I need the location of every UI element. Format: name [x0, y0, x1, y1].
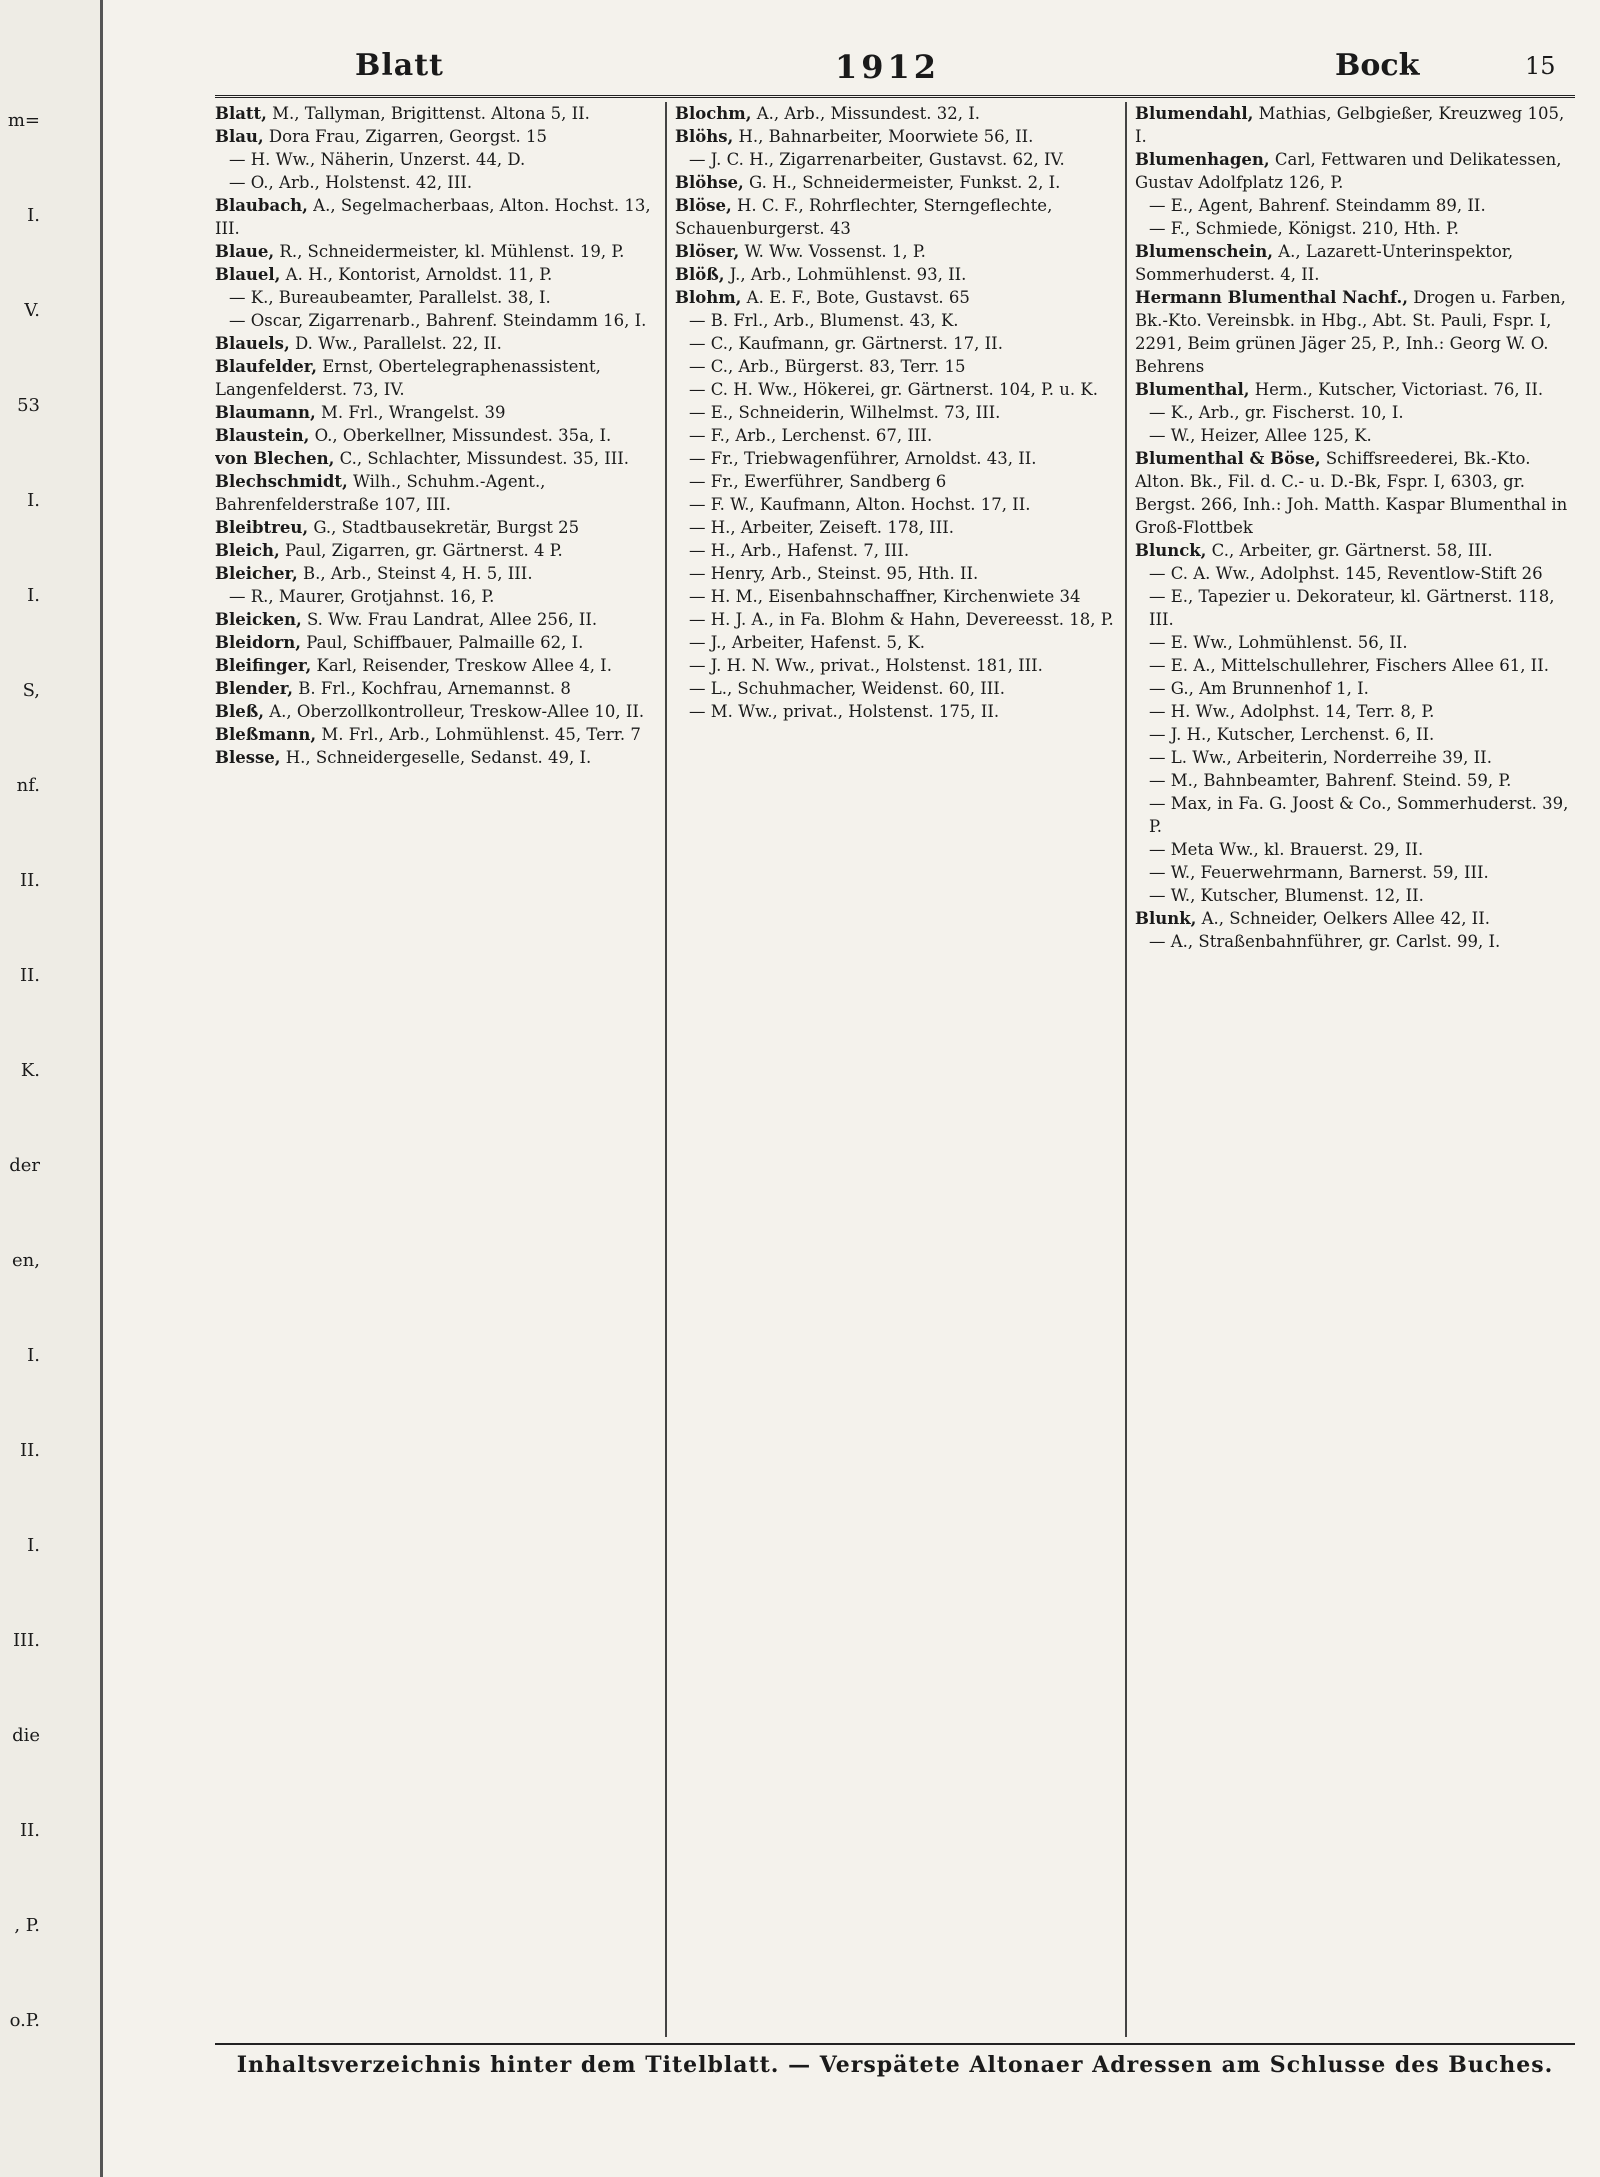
entry-surname: Blauel,: [215, 265, 281, 284]
entry-surname: Blaue,: [215, 242, 275, 261]
directory-entry: [215, 263, 655, 286]
entry-surname: Blumenthal & Böse,: [1135, 449, 1321, 468]
directory-entry: [215, 125, 655, 148]
directory-entry: [675, 401, 1115, 424]
entry-details: — H. M., Eisenbahnschaffner, Kirchenwiete 34: [689, 587, 1081, 606]
directory-entry: [1135, 907, 1575, 930]
entry-details: — J. C. H., Zigarrenarbeiter, Gustavst. 62, IV.: [689, 150, 1065, 169]
entry-details: B., Arb., Steinst 4, H. 5, III.: [297, 564, 533, 583]
entry-surname: Hermann Blumenthal Nachf.,: [1135, 288, 1408, 307]
directory-page: [215, 40, 1575, 2140]
entry-details: — R., Maurer, Grotjahnst. 16, P.: [229, 587, 495, 606]
directory-entry: [1135, 631, 1575, 654]
directory-entry: [215, 447, 655, 470]
entry-details: — L. Ww., Arbeiterin, Norderreihe 39, II.: [1149, 748, 1492, 767]
directory-entry: [675, 378, 1115, 401]
entry-surname: Blaumann,: [215, 403, 316, 422]
page-header: [215, 40, 1575, 90]
directory-entry: [215, 401, 655, 424]
column-divider: [665, 102, 667, 2037]
directory-entry: [675, 263, 1115, 286]
entry-surname: Blochm,: [675, 104, 752, 123]
directory-entry: [675, 562, 1115, 585]
edge-fragment: I.: [27, 1345, 40, 1366]
column-2: [675, 102, 1115, 2037]
entry-details: C., Arbeiter, gr. Gärtnerst. 58, III.: [1206, 541, 1493, 560]
entry-details: — M. Ww., privat., Holstenst. 175, II.: [689, 702, 1000, 721]
directory-entry: [215, 539, 655, 562]
entry-details: — Fr., Triebwagenführer, Arnoldst. 43, II.: [689, 449, 1037, 468]
directory-entry: [675, 654, 1115, 677]
column-divider: [1125, 102, 1127, 2037]
directory-entry: [675, 585, 1115, 608]
entry-details: S. Ww. Frau Landrat, Allee 256, II.: [301, 610, 598, 629]
directory-entry: [1135, 539, 1575, 562]
entry-details: — K., Arb., gr. Fischerst. 10, I.: [1149, 403, 1404, 422]
entry-details: — H. Ww., Näherin, Unzerst. 44, D.: [229, 150, 526, 169]
directory-entry: [215, 585, 655, 608]
entry-surname: von Blechen,: [215, 449, 335, 468]
entry-details: — J. H., Kutscher, Lerchenst. 6, II.: [1149, 725, 1435, 744]
edge-fragment: m=: [7, 110, 40, 131]
entry-details: A., Schneider, Oelkers Allee 42, II.: [1196, 909, 1490, 928]
directory-entry: [675, 608, 1115, 631]
entry-details: Ernst, Obertelegraphenassistent, Langenfelderst. 73, IV.: [215, 357, 601, 399]
directory-entry: [1135, 723, 1575, 746]
footer-rule: [215, 2043, 1575, 2045]
directory-entry: [1135, 217, 1575, 240]
entry-details: Paul, Schiffbauer, Palmaille 62, I.: [300, 633, 584, 652]
entry-details: — F. W., Kaufmann, Alton. Hochst. 17, II.: [689, 495, 1031, 514]
entry-details: — G., Am Brunnenhof 1, I.: [1149, 679, 1369, 698]
directory-entry: [1135, 861, 1575, 884]
directory-entry: [675, 355, 1115, 378]
entry-details: — W., Kutscher, Blumenst. 12, II.: [1149, 886, 1424, 905]
entry-details: — Fr., Ewerführer, Sandberg 6: [689, 472, 947, 491]
directory-entry: [215, 332, 655, 355]
page-footer-note: Inhaltsverzeichnis hinter dem Titelblatt. — Verspätete Altonaer Adressen am Schlusse des Buches.: [236, 2052, 1554, 2078]
header-left-keyword: Blatt: [355, 48, 444, 83]
directory-entry: [675, 332, 1115, 355]
entry-details: H., Bahnarbeiter, Moorwiete 56, II.: [733, 127, 1034, 146]
entry-surname: Blöhs,: [675, 127, 734, 146]
edge-fragment: 53: [17, 395, 40, 416]
page-number: 15: [1525, 52, 1556, 80]
entry-details: J., Arb., Lohmühlenst. 93, II.: [724, 265, 967, 284]
entry-surname: Bleibtreu,: [215, 518, 309, 537]
entry-surname: Blunk,: [1135, 909, 1197, 928]
edge-fragment: S,: [22, 680, 40, 701]
entry-details: — Meta Ww., kl. Brauerst. 29, II.: [1149, 840, 1424, 859]
entry-details: — A., Straßenbahnführer, gr. Carlst. 99, I.: [1149, 932, 1501, 951]
edge-fragment: II.: [20, 1820, 40, 1841]
directory-entry: [675, 700, 1115, 723]
entry-details: — C., Kaufmann, gr. Gärtnerst. 17, II.: [689, 334, 1003, 353]
edge-fragment: II.: [20, 870, 40, 891]
entry-surname: Blumenschein,: [1135, 242, 1274, 261]
directory-entry: [215, 654, 655, 677]
directory-entry: [675, 424, 1115, 447]
entry-surname: Blechschmidt,: [215, 472, 348, 491]
directory-entry: [215, 148, 655, 171]
directory-entry: [675, 309, 1115, 332]
directory-entry: [1135, 930, 1575, 953]
entry-surname: Blauels,: [215, 334, 290, 353]
entry-surname: Bleifinger,: [215, 656, 312, 675]
directory-entry: [215, 516, 655, 539]
entry-surname: Blau,: [215, 127, 264, 146]
edge-fragment: II.: [20, 965, 40, 986]
edge-fragment: III.: [12, 1630, 40, 1651]
entry-details: Wilh., Schuhm.-Agent., Bahrenfelderstraße 107, III.: [215, 472, 546, 514]
entry-details: Mathias, Gelbgießer, Kreuzweg 105, I.: [1135, 104, 1565, 146]
entry-details: — E. A., Mittelschullehrer, Fischers Allee 61, II.: [1149, 656, 1549, 675]
entry-surname: Blohm,: [675, 288, 742, 307]
entry-surname: Blumenthal,: [1135, 380, 1250, 399]
entry-details: — B. Frl., Arb., Blumenst. 43, K.: [689, 311, 959, 330]
directory-entry: [675, 125, 1115, 148]
entry-details: — E., Schneiderin, Wilhelmst. 73, III.: [689, 403, 1001, 422]
directory-entry: [675, 194, 1115, 240]
entry-details: — J. H. N. Ww., privat., Holstenst. 181, III.: [689, 656, 1043, 675]
entry-details: — W., Heizer, Allee 125, K.: [1149, 426, 1372, 445]
entry-surname: Blaustein,: [215, 426, 310, 445]
directory-entry: [1135, 677, 1575, 700]
entry-details: — K., Bureaubeamter, Parallelst. 38, I.: [229, 288, 551, 307]
entry-details: — E. Ww., Lohmühlenst. 56, II.: [1149, 633, 1408, 652]
entry-details: H., Schneidergeselle, Sedanst. 49, I.: [280, 748, 592, 767]
directory-entry: [1135, 424, 1575, 447]
entry-surname: Bleicken,: [215, 610, 302, 629]
entry-details: A. E. F., Bote, Gustavst. 65: [741, 288, 970, 307]
directory-entry: [1135, 378, 1575, 401]
entry-details: — C. H. Ww., Hökerei, gr. Gärtnerst. 104, P. u. K.: [689, 380, 1098, 399]
entry-surname: Bleidorn,: [215, 633, 301, 652]
directory-entry: [1135, 102, 1575, 148]
directory-entry: [1135, 148, 1575, 194]
entry-details: G., Stadtbausekretär, Burgst 25: [308, 518, 580, 537]
entry-details: — H., Arb., Hafenst. 7, III.: [689, 541, 910, 560]
directory-entry: [1135, 240, 1575, 286]
entry-details: M. Frl., Arb., Lohmühlenst. 45, Terr. 7: [316, 725, 641, 744]
directory-entry: [1135, 585, 1575, 631]
edge-fragment: der: [9, 1155, 40, 1176]
directory-entry: [1135, 769, 1575, 792]
edge-fragment: I.: [27, 585, 40, 606]
entry-surname: Bleßmann,: [215, 725, 317, 744]
entry-details: M. Frl., Wrangelst. 39: [315, 403, 506, 422]
edge-fragment: en,: [12, 1250, 40, 1271]
entry-details: Karl, Reisender, Treskow Allee 4, I.: [311, 656, 612, 675]
edge-fragment: I.: [27, 205, 40, 226]
directory-entry: [1135, 447, 1575, 539]
directory-entry: [1135, 884, 1575, 907]
edge-fragment: die: [12, 1725, 40, 1746]
directory-entry: [215, 608, 655, 631]
directory-entry: [1135, 654, 1575, 677]
entry-details: Drogen u. Farben, Bk.-Kto. Vereinsbk. in Hbg., Abt. St. Pauli, Fspr. I, 2291, Beim grünen Jäger 25, P., Inh.: Georg W. O. Behrens: [1135, 288, 1566, 376]
edge-fragment: II.: [20, 1440, 40, 1461]
edge-fragment: I.: [27, 1535, 40, 1556]
entry-details: — E., Tapezier u. Dekorateur, kl. Gärtnerst. 118, III.: [1149, 587, 1555, 629]
entry-surname: Blumendahl,: [1135, 104, 1254, 123]
column-3: [1135, 102, 1575, 2037]
entry-details: Dora Frau, Zigarren, Georgst. 15: [263, 127, 548, 146]
directory-entry: [675, 286, 1115, 309]
entry-details: A., Lazarett-Unterinspektor, Sommerhuderst. 4, II.: [1135, 242, 1514, 284]
directory-entry: [675, 171, 1115, 194]
edge-fragment: nf.: [16, 775, 40, 796]
directory-entry: [1135, 194, 1575, 217]
directory-entry: [1135, 746, 1575, 769]
header-year: 1912: [835, 48, 941, 86]
directory-entry: [1135, 700, 1575, 723]
directory-entry: [215, 102, 655, 125]
entry-details: — Max, in Fa. G. Joost & Co., Sommerhuderst. 39, P.: [1149, 794, 1569, 836]
directory-entry: [675, 148, 1115, 171]
directory-entry: [215, 240, 655, 263]
entry-details: — F., Arb., Lerchenst. 67, III.: [689, 426, 933, 445]
entry-surname: Blunck,: [1135, 541, 1207, 560]
edge-fragment: o.P.: [9, 2010, 40, 2031]
entry-details: G. H., Schneidermeister, Funkst. 2, I.: [743, 173, 1061, 192]
entry-surname: Bleicher,: [215, 564, 298, 583]
directory-entry: [215, 355, 655, 401]
edge-fragment: I.: [27, 490, 40, 511]
directory-entry: [215, 286, 655, 309]
directory-entry: [215, 677, 655, 700]
directory-entry: [1135, 838, 1575, 861]
entry-details: H. C. F., Rohrflechter, Sterngeflechte, Schauenburgerst. 43: [675, 196, 1053, 238]
header-rule: [215, 95, 1575, 98]
directory-entry: [675, 631, 1115, 654]
edge-fragment: , P.: [14, 1915, 40, 1936]
entry-surname: Blöse,: [675, 196, 732, 215]
entry-details: B. Frl., Kochfrau, Arnemannst. 8: [292, 679, 571, 698]
entry-details: — H., Arbeiter, Zeiseft. 178, III.: [689, 518, 954, 537]
directory-entry: [215, 424, 655, 447]
directory-entry: [675, 677, 1115, 700]
entry-details: A. H., Kontorist, Arnoldst. 11, P.: [280, 265, 553, 284]
directory-entry: [1135, 562, 1575, 585]
directory-entry: [675, 516, 1115, 539]
entry-details: Schiffsreederei, Bk.-Kto. Alton. Bk., Fil. d. C.- u. D.-Bk, Fspr. I, 6303, gr. Bergst. 266, Inh.: Joh. Matth. Kaspar Blumenthal in Groß-Flottbek: [1135, 449, 1568, 537]
directory-entry: [675, 470, 1115, 493]
entry-details: Paul, Zigarren, gr. Gärtnerst. 4 P.: [279, 541, 563, 560]
entry-surname: Bleich,: [215, 541, 280, 560]
entry-details: D. Ww., Parallelst. 22, II.: [289, 334, 502, 353]
entry-details: Carl, Fettwaren und Delikatessen, Gustav Adolfplatz 126, P.: [1135, 150, 1562, 192]
edge-fragment: V.: [24, 300, 40, 321]
left-page-edge: [0, 0, 103, 2177]
directory-entry: [215, 309, 655, 332]
entry-surname: Bleß,: [215, 702, 264, 721]
directory-entry: [675, 102, 1115, 125]
entry-details: C., Schlachter, Missundest. 35, III.: [334, 449, 630, 468]
entry-surname: Blaubach,: [215, 196, 308, 215]
entry-surname: Blesse,: [215, 748, 281, 767]
entry-details: M., Tallyman, Brigittenst. Altona 5, II.: [266, 104, 590, 123]
entry-details: — W., Feuerwehrmann, Barnerst. 59, III.: [1149, 863, 1489, 882]
entry-details: — O., Arb., Holstenst. 42, III.: [229, 173, 473, 192]
entry-details: — E., Agent, Bahrenf. Steindamm 89, II.: [1149, 196, 1486, 215]
directory-entry: [675, 240, 1115, 263]
entry-details: — C. A. Ww., Adolphst. 145, Reventlow-Stift 26: [1149, 564, 1543, 583]
directory-entry: [215, 562, 655, 585]
entry-surname: Blöhse,: [675, 173, 744, 192]
entry-details: Herm., Kutscher, Victoriast. 76, II.: [1249, 380, 1544, 399]
entry-details: R., Schneidermeister, kl. Mühlenst. 19, P.: [274, 242, 625, 261]
entry-details: — Oscar, Zigarrenarb., Bahrenf. Steindamm 16, I.: [229, 311, 647, 330]
entry-columns: [215, 102, 1575, 2037]
entry-details: — H. J. A., in Fa. Blohm & Hahn, Devereesst. 18, P.: [689, 610, 1114, 629]
directory-entry: [215, 194, 655, 240]
entry-details: — Henry, Arb., Steinst. 95, Hth. II.: [689, 564, 979, 583]
entry-details: A., Segelmacherbaas, Alton. Hochst. 13, III.: [215, 196, 651, 238]
entry-surname: Blöß,: [675, 265, 725, 284]
entry-details: W. Ww. Vossenst. 1, P.: [739, 242, 926, 261]
entry-surname: Blöser,: [675, 242, 740, 261]
entry-details: — F., Schmiede, Königst. 210, Hth. P.: [1149, 219, 1460, 238]
directory-entry: [1135, 792, 1575, 838]
directory-entry: [215, 171, 655, 194]
directory-entry: [675, 447, 1115, 470]
directory-entry: [1135, 401, 1575, 424]
directory-entry: [675, 493, 1115, 516]
header-right-keyword: Bock: [1335, 48, 1420, 83]
entry-details: A., Arb., Missundest. 32, I.: [751, 104, 980, 123]
entry-details: O., Oberkellner, Missundest. 35a, I.: [309, 426, 612, 445]
directory-entry: [215, 746, 655, 769]
entry-details: — H. Ww., Adolphst. 14, Terr. 8, P.: [1149, 702, 1435, 721]
directory-entry: [215, 700, 655, 723]
directory-entry: [1135, 286, 1575, 378]
entry-surname: Blender,: [215, 679, 293, 698]
entry-details: A., Oberzollkontrolleur, Treskow-Allee 10, II.: [264, 702, 645, 721]
entry-details: — C., Arb., Bürgerst. 83, Terr. 15: [689, 357, 966, 376]
edge-fragment: K.: [20, 1060, 40, 1081]
entry-surname: Blatt,: [215, 104, 267, 123]
entry-details: — M., Bahnbeamter, Bahrenf. Steind. 59, P.: [1149, 771, 1512, 790]
entry-surname: Blumenhagen,: [1135, 150, 1270, 169]
directory-entry: [215, 470, 655, 516]
column-1: [215, 102, 655, 2037]
directory-entry: [215, 723, 655, 746]
entry-details: — J., Arbeiter, Hafenst. 5, K.: [689, 633, 926, 652]
directory-entry: [675, 539, 1115, 562]
entry-details: — L., Schuhmacher, Weidenst. 60, III.: [689, 679, 1006, 698]
directory-entry: [215, 631, 655, 654]
entry-surname: Blaufelder,: [215, 357, 318, 376]
